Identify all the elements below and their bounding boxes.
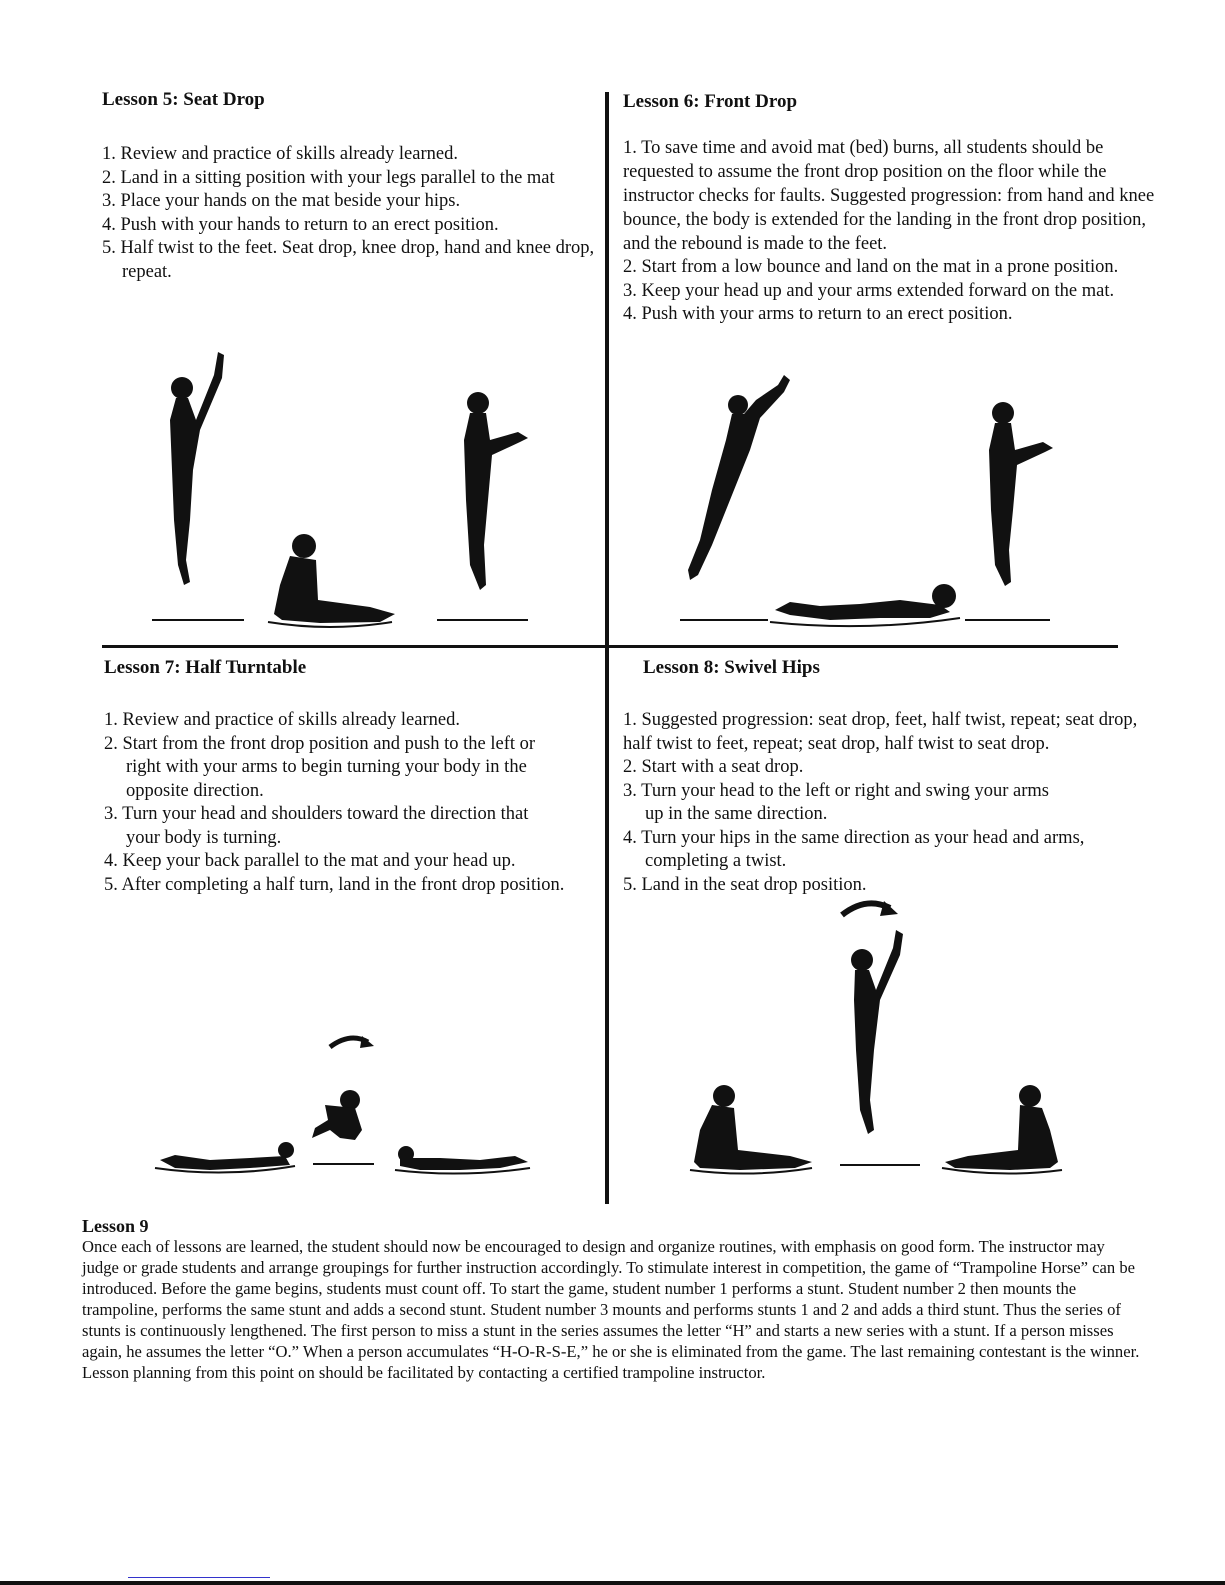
seated-figure-left [690,1085,812,1174]
lesson6-step-3: 3. Keep your head up and your arms extended forward on the mat. [623,280,1115,301]
lesson8-step-3: 3. Turn your head to the left or right and swing your arms up in the same direction. [623,780,1049,824]
lesson5-step-4: 4. Push with your hands to return to an erect position. [102,214,499,235]
lesson8-step-4: 4. Turn your hips in the same direction as your head and arms, completing a twist. [623,827,1085,871]
lesson7-step-4: 4. Keep your back parallel to the mat and your head up. [104,851,516,871]
seated-figure-right [942,1085,1062,1174]
lesson6-step-2: 2. Start from a low bounce and land on the mat in a prone position. [623,257,1119,277]
lesson5-step-2: 2. Land in a sitting position with your legs parallel to the mat [102,167,555,188]
lesson7-step-5: 5. After completing a half turn, land in the front drop position. [104,874,565,895]
lesson6-title: Lesson 6: Front Drop [623,91,798,112]
lesson5-title: Lesson 5: Seat Drop [102,89,265,110]
footer-link-underline [128,1577,270,1578]
lesson8-title: Lesson 8: Swivel Hips [643,657,820,678]
lesson9-title: Lesson 9 [82,1216,149,1236]
lesson7-title: Lesson 7: Half Turntable [104,657,307,678]
lesson7-step-3: 3. Turn your head and shoulders toward the direction that your body is turning. [104,804,529,848]
lesson5-step-3: 3. Place your hands on the mat beside your hips. [102,191,461,211]
lesson8-step-5: 5. Land in the seat drop position. [623,874,867,895]
lesson7-step-1: 1. Review and practice of skills already learned. [104,710,460,730]
twist-arrow-icon [842,901,898,916]
lesson8-step-2: 2. Start with a seat drop. [623,757,804,777]
lesson6-step-1: 1. To save time and avoid mat (bed) burns, all students should be requested to assume the front drop position on the floor while the instructor checks for faults. Suggested progression: from hand and knee bounce, the body is extended for the landing in the front drop position, and the rebound is made to the feet. [623,138,1155,254]
lesson8-step-1: 1. Suggested progression: seat drop, feet, half twist, repeat; seat drop, half twist to feet, repeat; seat drop, half twist to seat drop. [623,710,1138,754]
lesson7-step-2: 2. Start from the front drop position and push to the left or right with your arms to begin turning your body in the opposite direction. [104,733,536,801]
jumping-twist-figure [851,930,903,1134]
lesson5-step-1: 1. Review and practice of skills already learned. [102,144,458,164]
footer-bar [0,1581,1225,1585]
lesson5-step-5: 5. Half twist to the feet. Seat drop, knee drop, hand and knee drop, repeat. [102,238,595,282]
lesson9-body: Once each of lessons are learned, the student should now be encouraged to design and organize routines, with emphasis on good form. The instructor may judge or grade students and arrange groupings for further instruction accordingly. To stimulate interest in competition, the game of “Trampoline Horse” can be introduced. Before the game begins, students must count off. To start the game, student number 1 performs a stunt. Student number 2 then mounts the trampoline, performs the same stunt and adds a second stunt. Student number 3 mounts and performs stunts 1 and 2 and adds a third stunt. Thus the series of stunts is continuously lengthened. The first person to miss a stunt in the series assumes the letter “H” and starts a new series with a stunt. If a person misses again, he assumes the letter “O.” When a person accumulates “H-O-R-S-E,” he or she is eliminated from the game. The last remaining contestant is the winner. Lesson planning from this point on should be facilitated by contacting a certified trampoline instructor. [82,1237,1140,1382]
lesson6-step-4: 4. Push with your arms to return to an erect position. [623,304,1013,324]
